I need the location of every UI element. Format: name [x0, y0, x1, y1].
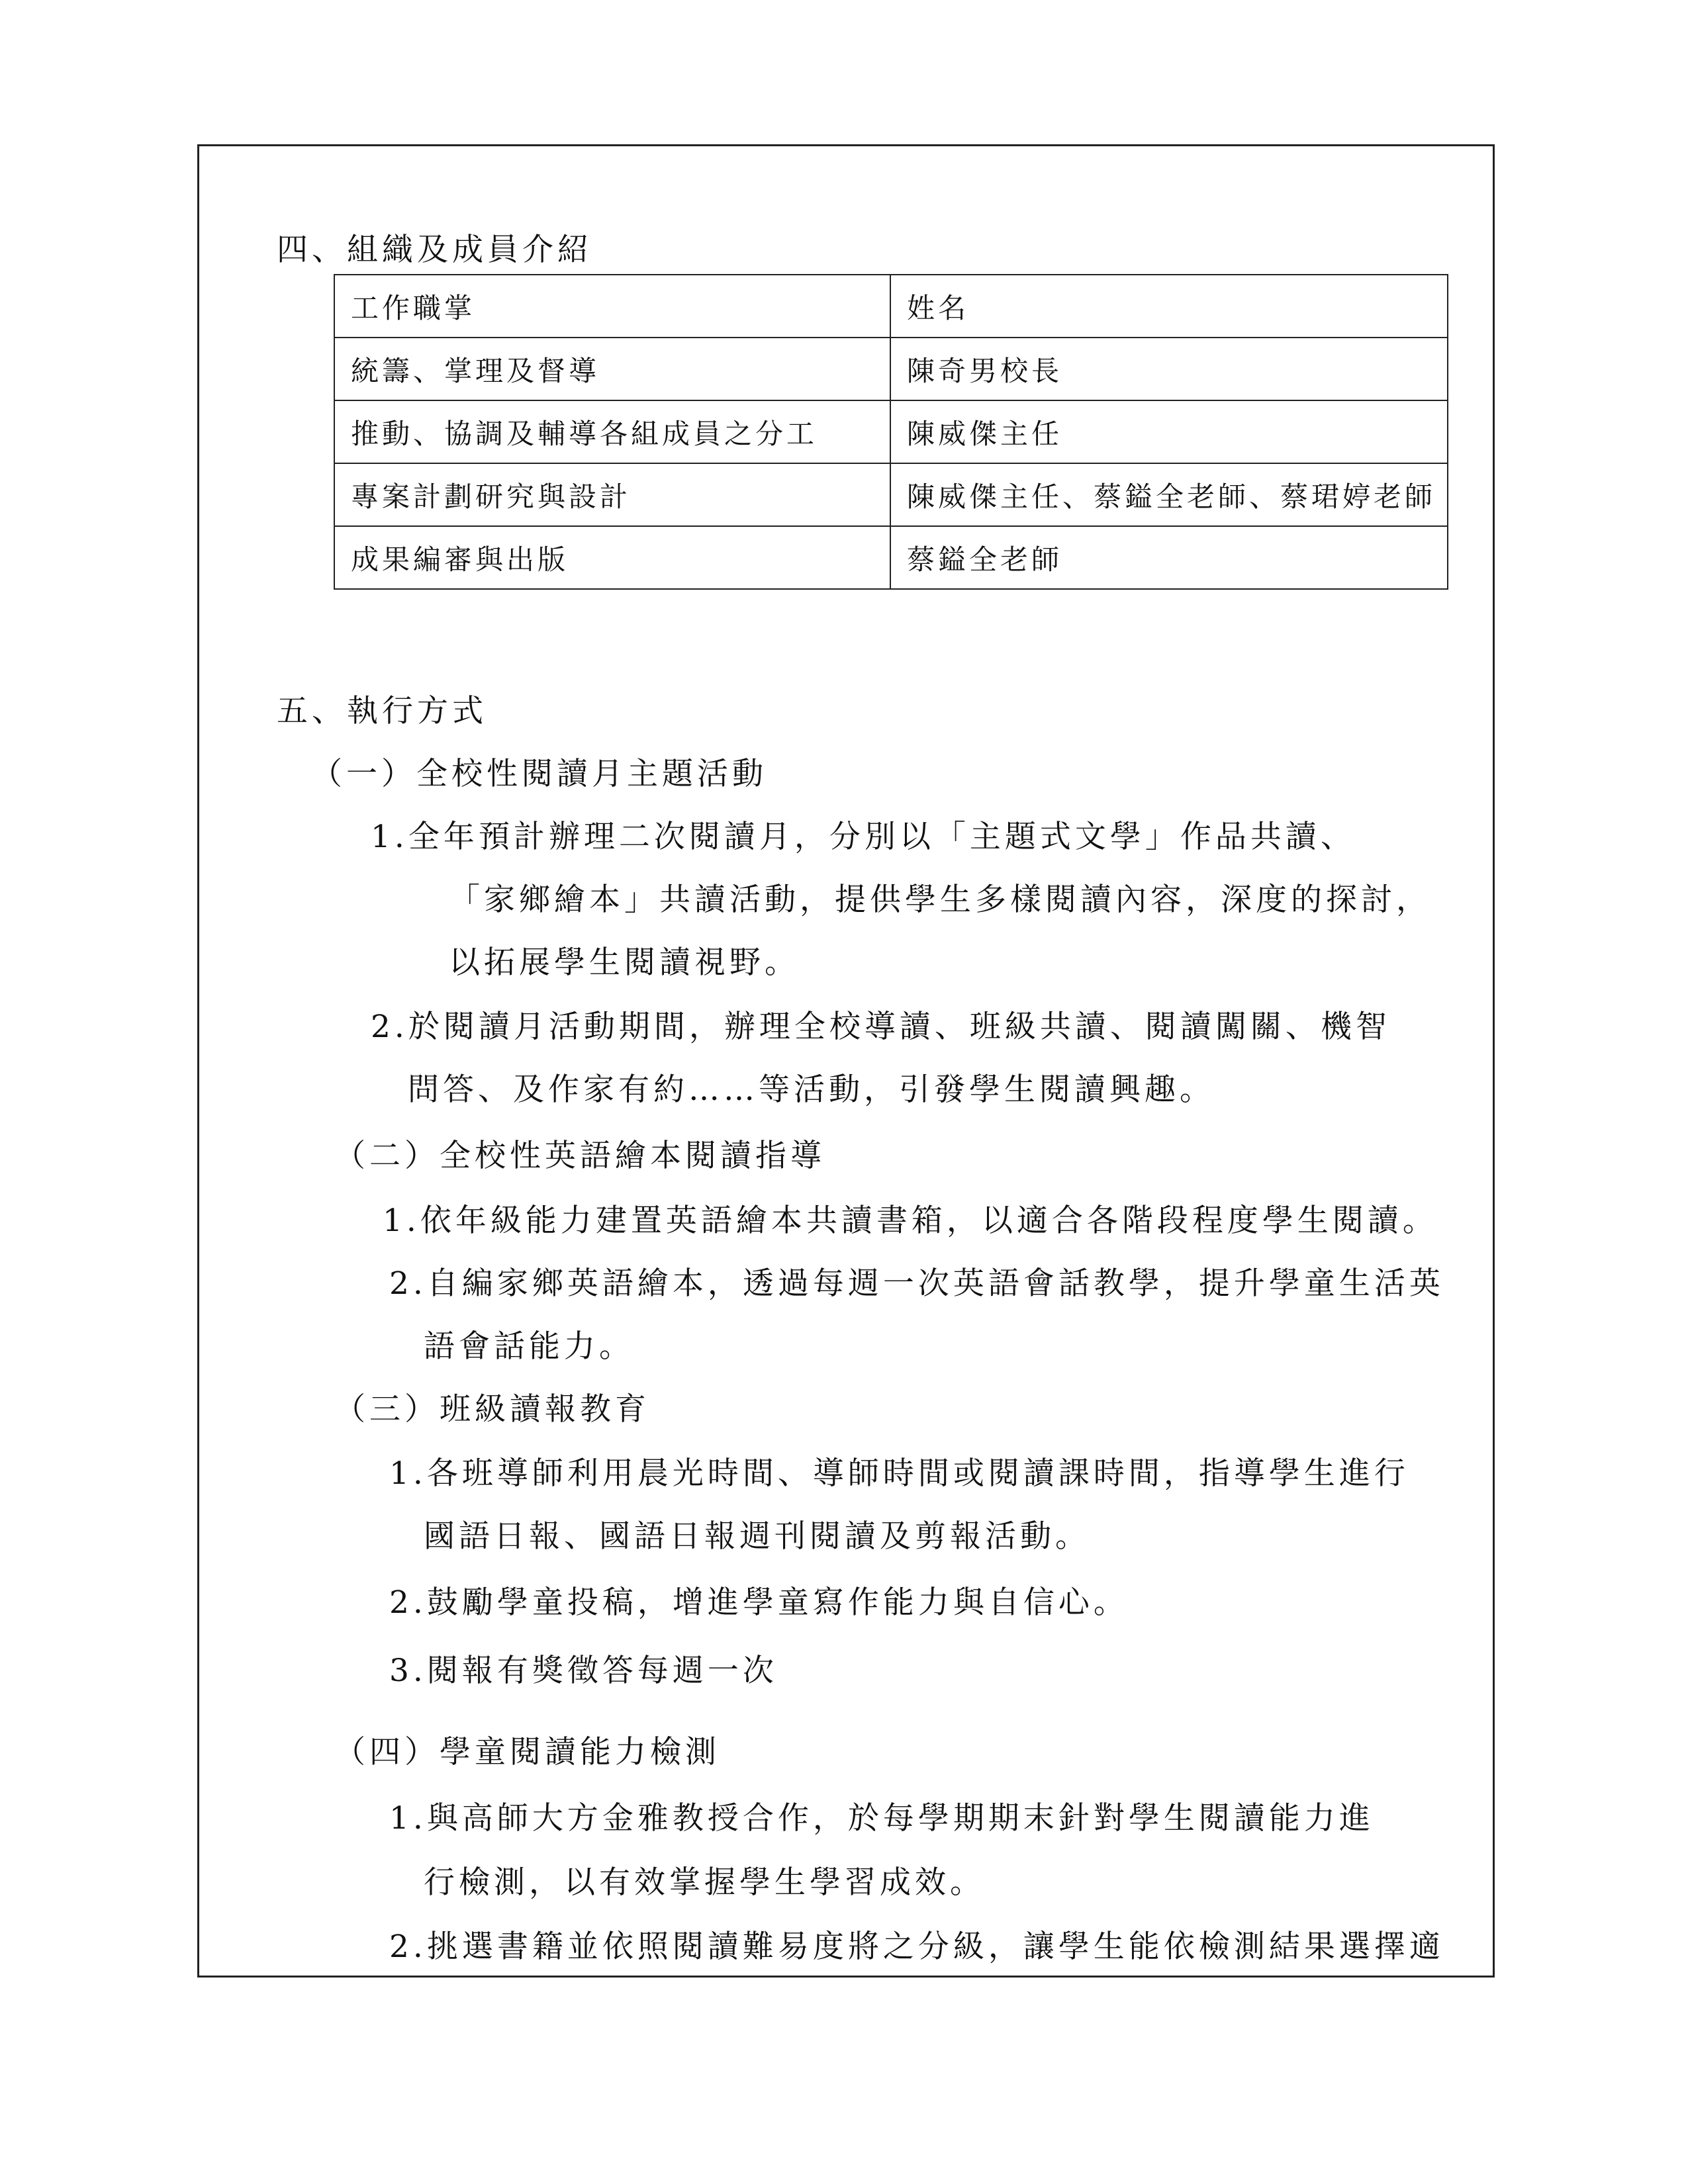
part4-heading: （四）學童閱讀能力檢測 — [334, 1734, 720, 1770]
part4-item1-line2: 行檢測，以有效掌握學生學習成效。 — [424, 1864, 985, 1901]
table-cell-duty: 統籌、掌理及督導 — [334, 338, 890, 400]
part2-item2-line1: 2.自編家鄉英語繪本，透過每週一次英語會話教學，提升學童生活英 — [389, 1265, 1444, 1302]
part3-item1-line2: 國語日報、國語日報週刊閱讀及剪報活動。 — [424, 1518, 1090, 1555]
part3-item2-line1: 2.鼓勵學童投稿，增進學童寫作能力與自信心。 — [389, 1584, 1129, 1621]
table-row — [334, 338, 1448, 400]
organization-table — [334, 274, 1448, 590]
table-cell-name: 陳威傑主任 — [890, 400, 1448, 463]
section5-heading: 五、執行方式 — [277, 693, 487, 729]
part1-item1-line1: 1.全年預計辦理二次閱讀月，分別以「主題式文學」作品共讀、 — [371, 819, 1356, 855]
part1-item1-line3: 以拓展學生閱讀視野。 — [449, 944, 800, 981]
table-cell-name: 陳奇男校長 — [890, 338, 1448, 400]
part2-item2-line2: 語會話能力。 — [424, 1328, 634, 1365]
part2-heading: （二）全校性英語繪本閱讀指導 — [334, 1138, 825, 1174]
table-header-cell: 工作職掌 — [334, 275, 890, 338]
table-cell-duty: 成果編審與出版 — [334, 526, 890, 589]
part1-item2-line2: 問答、及作家有約……等活動，引發學生閱讀興趣。 — [408, 1071, 1215, 1108]
table-header-cell: 姓名 — [890, 275, 1448, 338]
part1-heading: （一）全校性閱讀月主題活動 — [311, 756, 767, 792]
part1-item1-line2: 「家鄉繪本」共讀活動，提供學生多樣閱讀內容，深度的探討， — [449, 882, 1431, 918]
table-header-row — [334, 275, 1448, 338]
table-row — [334, 526, 1448, 589]
table-cell-name: 陳威傑主任、蔡鎰全老師、蔡珺婷老師 — [890, 463, 1448, 526]
table-row — [334, 463, 1448, 526]
part2-item1-line1: 1.依年級能力建置英語繪本共讀書箱，以適合各階段程度學生閱讀。 — [383, 1203, 1438, 1239]
table-cell-duty: 專案計劃研究與設計 — [334, 463, 890, 526]
table-cell-name: 蔡鎰全老師 — [890, 526, 1448, 589]
part3-item3-line1: 3.閱報有獎徵答每週一次 — [389, 1653, 778, 1689]
section4-heading: 四、組織及成員介紹 — [277, 232, 592, 268]
table-cell-duty: 推動、協調及輔導各組成員之分工 — [334, 400, 890, 463]
part1-item2-line1: 2.於閱讀月活動期間，辦理全校導讀、班級共讀、閱讀闖關、機智 — [371, 1009, 1391, 1045]
part4-item1-line1: 1.與高師大方金雅教授合作，於每學期期末針對學生閱讀能力進 — [389, 1800, 1374, 1837]
part3-item1-line1: 1.各班導師利用晨光時間、導師時間或閱讀課時間，指導學生進行 — [389, 1455, 1409, 1492]
part4-item2-line1: 2.挑選書籍並依照閱讀難易度將之分級，讓學生能依檢測結果選擇適 — [389, 1929, 1444, 1965]
table-row — [334, 400, 1448, 463]
part3-heading: （三）班級讀報教育 — [334, 1391, 650, 1428]
